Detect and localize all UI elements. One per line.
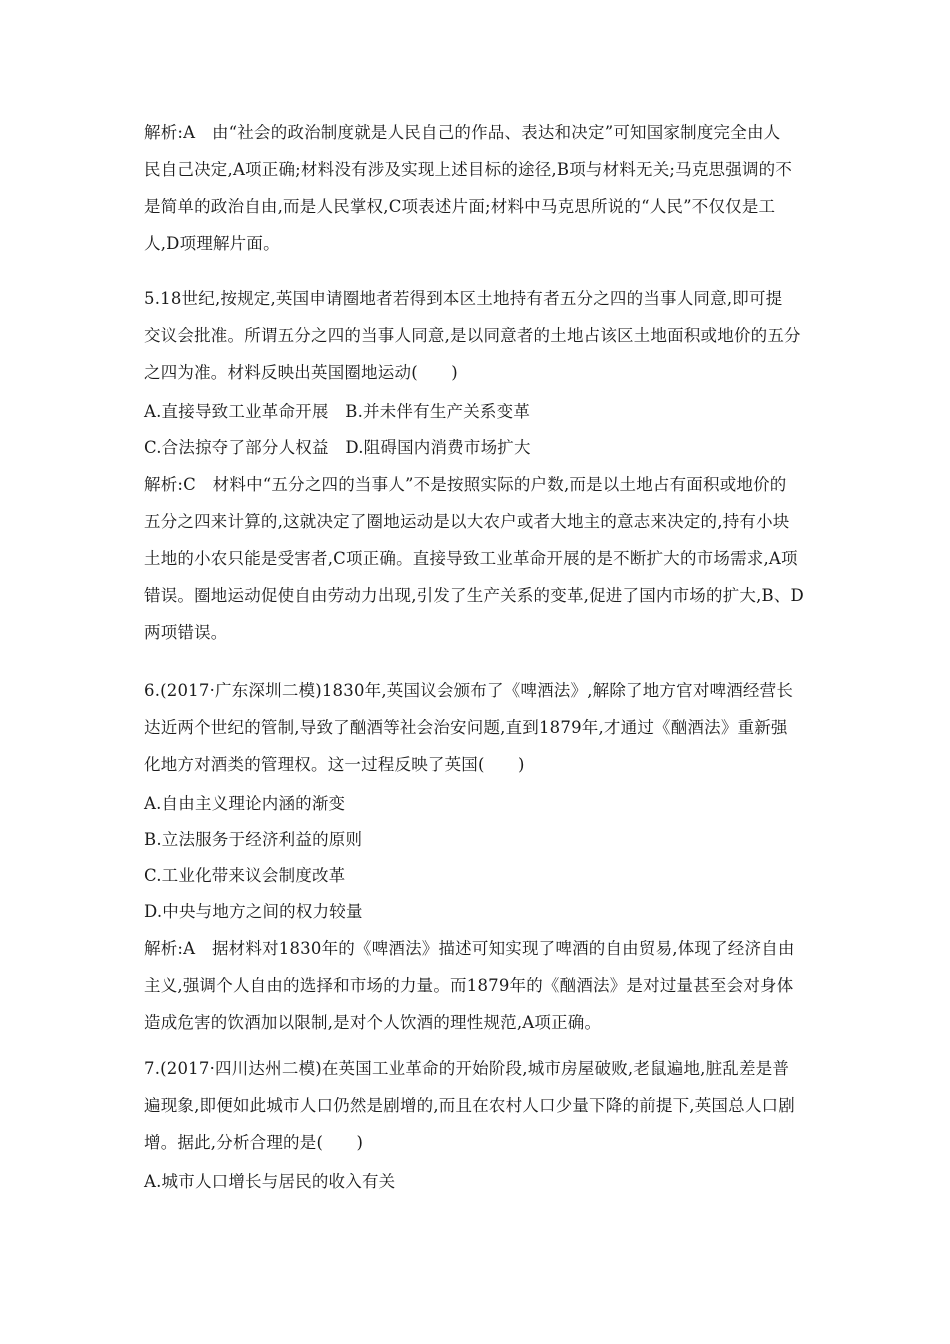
option-line: C.合法掠夺了部分人权益 D.阻碍国内消费市场扩大 — [144, 438, 531, 457]
option-line: B.立法服务于经济利益的原则 — [144, 830, 363, 849]
text-line: 五分之四来计算的,这就决定了圈地运动是以大农户或者大地主的意志来决定的,持有小块 — [144, 512, 790, 531]
text-line: 民自己决定,A项正确;材料没有涉及实现上述目标的途径,B项与材料无关;马克思强调的不 — [144, 160, 793, 179]
option-line: C.工业化带来议会制度改革 — [144, 866, 346, 885]
text-line: 土地的小农只能是受害者,C项正确。直接导致工业革命开展的是不断扩大的市场需求,A项 — [144, 549, 798, 568]
text-line: 遍现象,即便如此城市人口仍然是剧增的,而且在农村人口少量下降的前提下,英国总人口剧 — [144, 1096, 795, 1115]
text-line: 造成危害的饮酒加以限制,是对个人饮酒的理性规范,A项正确。 — [144, 1013, 602, 1032]
question-6-options — [144, 786, 809, 930]
option-line: A.城市人口增长与居民的收入有关 — [144, 1172, 396, 1191]
text-line: 错误。圈地运动促使自由劳动力出现,引发了生产关系的变革,促进了国内市场的扩大,B、D — [144, 586, 804, 605]
text-line: 解析:C 材料中“五分之四的当事人”不是按照实际的户数,而是以土地占有面积或地价的 — [144, 475, 787, 494]
question-5-stem — [144, 280, 809, 391]
text-line: 达近两个世纪的管制,导致了酗酒等社会治安问题,直到1879年,才通过《酗酒法》重新强 — [144, 718, 788, 737]
text-line: 增。据此,分析合理的是( ) — [144, 1133, 364, 1152]
text-line: 人,D项理解片面。 — [144, 234, 280, 253]
analysis-q4 — [144, 114, 809, 262]
analysis-q5 — [144, 466, 809, 651]
text-line: 交议会批准。所谓五分之四的当事人同意,是以同意者的土地占该区土地面积或地价的五分 — [144, 326, 801, 345]
text-line: 解析:A 由“社会的政治制度就是人民自己的作品、表达和决定”可知国家制度完全由人 — [144, 123, 781, 142]
text-line: 主义,强调个人自由的选择和市场的力量。而1879年的《酗酒法》是对过量甚至会对身体 — [144, 976, 794, 995]
analysis-q6 — [144, 930, 809, 1041]
text-line: 化地方对酒类的管理权。这一过程反映了英国( ) — [144, 755, 525, 774]
text-line: 7.(2017·四川达州二模)在英国工业革命的开始阶段,城市房屋破败,老鼠遍地,脏乱差是普 — [144, 1059, 790, 1078]
option-line: A.直接导致工业革命开展 B.并未伴有生产关系变革 — [144, 402, 531, 421]
text-line: 解析:A 据材料对1830年的《啤酒法》描述可知实现了啤酒的自由贸易,体现了经济自由 — [144, 939, 795, 958]
question-7-stem — [144, 1050, 809, 1161]
text-line: 之四为准。材料反映出英国圈地运动( ) — [144, 363, 458, 382]
text-line: 两项错误。 — [144, 623, 228, 642]
option-line: D.中央与地方之间的权力较量 — [144, 902, 363, 921]
text-line: 5.18世纪,按规定,英国申请圈地者若得到本区土地持有者五分之四的当事人同意,即可提 — [144, 289, 783, 308]
question-5-options — [144, 394, 809, 466]
option-line: A.自由主义理论内涵的渐变 — [144, 794, 346, 813]
text-line: 6.(2017·广东深圳二模)1830年,英国议会颁布了《啤酒法》,解除了地方官对啤酒经营长 — [144, 681, 794, 700]
question-7-options — [144, 1164, 809, 1200]
text-line: 是简单的政治自由,而是人民掌权,C项表述片面;材料中马克思所说的“人民”不仅仅是工 — [144, 197, 776, 216]
question-6-stem — [144, 672, 809, 783]
